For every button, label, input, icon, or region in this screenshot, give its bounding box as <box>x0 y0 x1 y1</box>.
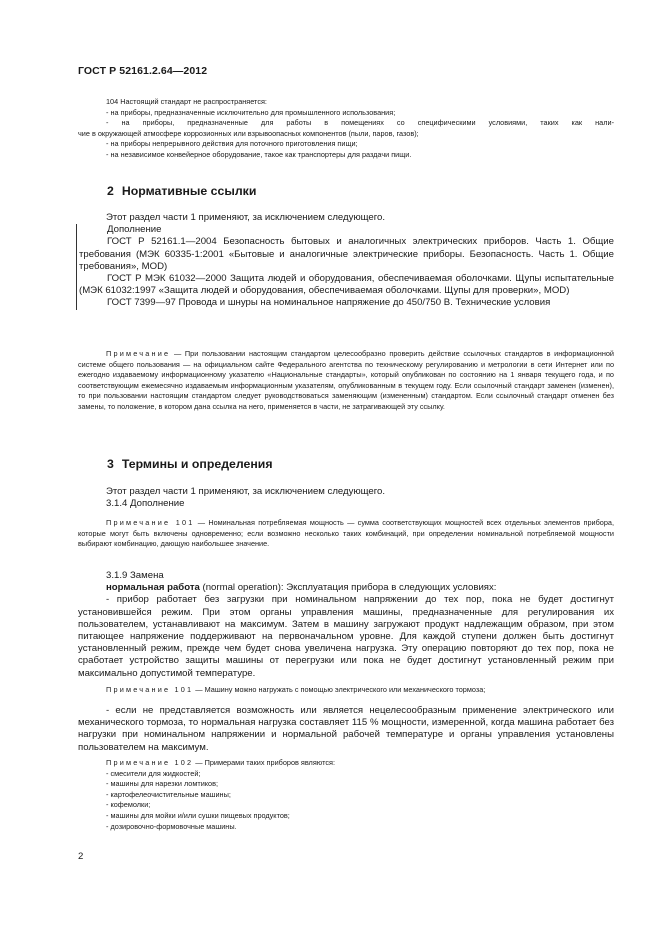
note-101b-block <box>78 685 614 696</box>
note-102-block <box>78 758 614 832</box>
section-2-heading <box>107 184 256 198</box>
section-3-intro: Этот раздел части 1 применяют, за исключением следующего. <box>106 486 386 497</box>
note-label: Примечание <box>106 349 171 358</box>
scope-item: - на приборы, предназначенные для работы в помещениях со специфическими условиями, таких как нали- <box>106 118 614 128</box>
section-2-note <box>78 349 614 413</box>
scope-intro: 104 Настоящий стандарт не распространяется: <box>106 97 267 106</box>
document-header: ГОСТ Р 52161.2.64—2012 <box>78 65 208 77</box>
section-number: 3 <box>107 457 114 471</box>
examples-list <box>78 769 614 833</box>
scope-item: чие в окружающей атмосфере коррозионных или взрывоопасных компонентов (пыли, паров, газов); <box>78 128 419 138</box>
list-item: - машины для нарезки ломтиков; <box>106 779 219 789</box>
clause-3-1-9-block <box>78 570 614 680</box>
scope-item: - на приборы непрерывного действия для поточного приготовления пищи; <box>106 139 358 149</box>
list-item: - смесители для жидкостей; <box>106 768 201 778</box>
note-label: Примечание 102 <box>106 758 194 767</box>
scope-item: - на независимое конвейерное оборудование, такое как транспортеры для раздачи пищи. <box>106 149 412 159</box>
page-number: 2 <box>78 851 84 862</box>
note-label: Примечание 101 <box>106 518 195 527</box>
section-number: 2 <box>107 184 114 198</box>
section-2-intro: Этот раздел части 1 применяют, за исключением следующего. <box>106 212 386 223</box>
note-text: — Машину можно нагружать с помощью электрического или механического тормоза; <box>195 685 486 694</box>
list-item: - кофемолки; <box>106 800 151 810</box>
note-text: — Примерами таких приборов являются: <box>195 758 335 767</box>
list-item: - картофелеочистительные машины; <box>106 789 231 799</box>
condition-2-block <box>78 705 614 754</box>
section-3-heading <box>107 457 273 471</box>
clause-3-1-4: 3.1.4 Дополнение <box>106 498 185 510</box>
note-label: Примечание 101 <box>106 685 194 694</box>
condition-1: - прибор работает без загрузки при номинальном напряжении до тех пор, пока не будет достигнут установившейся режим. При этом органы управления машины, предназначенные для регулирования их пользователем, устанавливают на максимум. Затем в машину загружают продукт надлежащим образом, при этом питающее напряжение поддерживают на первоначальном уровне. Для каждой ступени должен быть достигнут установленный режим, прежде чем будет снова увеличена нагрузка. Эту операцию повторяют до тех пор, пока не сработает устройство защиты машины от перегрузки или пока не будет достигнут установленный режим при максимально допустимой температуре. <box>78 594 614 679</box>
reference-entry: ГОСТ Р 52161.1—2004 Безопасность бытовых и аналогичных электрических приборов. Часть 1. Общие требования (МЭК 60335-1:2001 «Бытовые и аналогичные электрические приборы. Безопасность. Часть 1. Общие требования», MOD) <box>79 236 614 272</box>
list-item: - дозировочно-формовочные машины. <box>106 821 237 831</box>
note-text: — Номинальная потребляемая мощность — сумма соответствующих мощностей всех отдельных элементов прибора, которые могут быть включены одновременно; если возможно несколько таких комбинаций, при определении номинальной потребляемой мощности выбирают комбинацию, дающую наибольшее значение. <box>78 518 614 549</box>
section-title: Нормативные ссылки <box>121 184 257 198</box>
scope-block <box>78 97 614 161</box>
section-2-body <box>78 212 614 310</box>
addition-block <box>76 224 614 309</box>
scope-item: - на приборы, предназначенные исключительно для промышленного использования; <box>106 107 396 117</box>
note-text: — При пользовании настоящим стандартом целесообразно проверить действие ссылочных стандартов в информационной системе общего пользования — на официальном сайте Федерального агентства по техническому регулированию и метрологии в сети Интернет или по ежегодно издаваемому информационному указателю «Национальные стандарты», который опубликован по состоянию на 1 января текущего года, и по соответствующим ежемесячно издаваемым информационным указателям, опубликованным в текущем году. Если ссылочный стандарт заменен (изменен), то при пользовании настоящим стандартом следует руководствоваться заменяющим (измененным) стандартом. Если ссылочный стандарт отменен без замены, то положение, в котором дана ссылка на него, применяется в части, не затрагивающей эту ссылку. <box>78 349 614 411</box>
note-101-block <box>78 518 614 550</box>
section-3-intro-block <box>78 486 614 510</box>
addition-label: Дополнение <box>107 224 162 236</box>
list-item: - машины для мойки и/или сушки пищевых продуктов; <box>106 810 290 820</box>
term-definition: (normal operation): Эксплуатация прибора в следующих условиях: <box>199 582 497 594</box>
reference-entry: ГОСТ Р МЭК 61032—2000 Защита людей и оборудования, обеспечиваемая оболочками. Щупы испытательные (МЭК 61032:1997 «Защита людей и оборудования, обеспечиваемая оболочками. Щупы для проверки», MOD) <box>79 273 614 297</box>
term: нормальная работа <box>106 582 200 594</box>
condition-2: - если не представляется возможность или является нецелесообразным применение электрического или механического тормоза, то нормальная нагрузка составляет 115 % мощности, измеренной, когда машина работает без нагрузки при номинальном напряжении и нормальной рабочей температуре и органы управления установлены пользователем на максимум. <box>78 705 614 753</box>
clause-3-1-9: 3.1.9 Замена <box>106 570 164 581</box>
section-title: Термины и определения <box>121 457 273 471</box>
reference-entry: ГОСТ 7399—97 Провода и шнуры на номинальное напряжение до 450/750 В. Технические условия <box>107 297 551 309</box>
